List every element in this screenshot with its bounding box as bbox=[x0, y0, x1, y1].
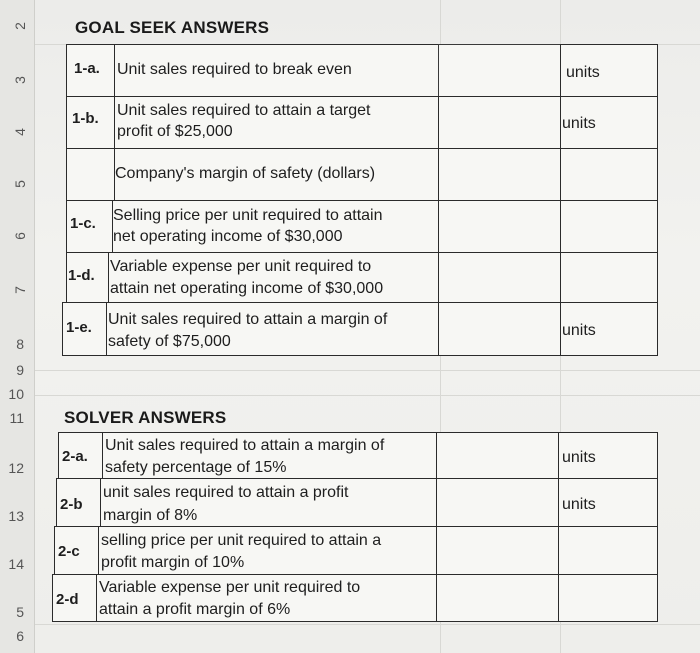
row-number[interactable]: 3 bbox=[12, 76, 29, 84]
row-description-line-2: profit margin of 10% bbox=[101, 554, 245, 571]
row-number[interactable]: 8 bbox=[16, 336, 24, 352]
row-number[interactable]: 14 bbox=[8, 556, 24, 572]
row-code: 1-d. bbox=[68, 267, 95, 284]
goal-seek-answer-cell[interactable] bbox=[438, 44, 562, 98]
row-number[interactable]: 6 bbox=[16, 628, 24, 644]
row-number[interactable]: 7 bbox=[12, 286, 29, 294]
row-number[interactable]: 5 bbox=[16, 604, 24, 620]
row-description-line-1: Variable expense per unit required to bbox=[99, 579, 361, 596]
row-description-line-1: Variable expense per unit required to bbox=[110, 258, 372, 275]
row-description-line-1: Unit sales required to attain a margin of bbox=[105, 437, 385, 454]
goal-seek-answer-cell[interactable] bbox=[438, 200, 562, 254]
row-number[interactable]: 11 bbox=[9, 410, 24, 426]
row-number[interactable]: 9 bbox=[16, 362, 24, 378]
solver-unit-cell[interactable] bbox=[558, 574, 658, 622]
row-description-line-2: margin of 8% bbox=[103, 507, 198, 524]
unit-label: units bbox=[562, 322, 596, 339]
row-number[interactable]: 13 bbox=[8, 508, 24, 524]
row-description: Company's margin of safety (dollars) bbox=[115, 165, 376, 182]
solver-title: SOLVER ANSWERS bbox=[64, 408, 227, 427]
row-description-line-2: attain a profit margin of 6% bbox=[99, 601, 291, 618]
goal-seek-unit-cell[interactable] bbox=[560, 252, 658, 304]
row-code: 1-a. bbox=[74, 60, 100, 77]
row-description-line-1: Selling price per unit required to attain bbox=[113, 207, 383, 224]
row-number[interactable]: 5 bbox=[12, 180, 29, 188]
row-code: 2-c bbox=[58, 543, 80, 560]
gridline bbox=[34, 624, 700, 625]
goal-seek-unit-cell[interactable] bbox=[560, 200, 658, 254]
row-description-line-2: safety of $75,000 bbox=[108, 333, 231, 350]
solver-answer-cell[interactable] bbox=[436, 432, 560, 480]
row-code: 1-e. bbox=[66, 319, 92, 336]
row-number[interactable]: 10 bbox=[8, 386, 24, 402]
row-description-line-2: profit of $25,000 bbox=[117, 123, 233, 140]
row-code: 1-c. bbox=[70, 215, 96, 232]
gridline bbox=[34, 370, 700, 371]
goal-seek-code-cell[interactable] bbox=[66, 148, 116, 202]
row-description-line-1: Unit sales required to attain a margin of bbox=[108, 311, 388, 328]
goal-seek-answer-cell[interactable] bbox=[438, 302, 562, 356]
goal-seek-answer-cell[interactable] bbox=[438, 252, 562, 304]
gridline bbox=[34, 395, 700, 396]
solver-unit-cell[interactable] bbox=[558, 526, 658, 576]
row-number[interactable]: 12 bbox=[8, 460, 24, 476]
goal-seek-unit-cell[interactable] bbox=[560, 148, 658, 202]
unit-label: units bbox=[562, 115, 596, 132]
row-description-line-1: unit sales required to attain a profit bbox=[103, 484, 349, 501]
row-description-line-1: Unit sales required to attain a target bbox=[117, 102, 371, 119]
row-description-line-2: attain net operating income of $30,000 bbox=[110, 280, 384, 297]
row-code: 2-b bbox=[60, 496, 83, 513]
row-number[interactable]: 4 bbox=[12, 128, 29, 136]
row-description-line-2: safety percentage of 15% bbox=[105, 459, 287, 476]
row-code: 2-a. bbox=[62, 448, 88, 465]
goal-seek-title: GOAL SEEK ANSWERS bbox=[75, 18, 270, 37]
row-number[interactable]: 2 bbox=[12, 22, 29, 30]
solver-answer-cell[interactable] bbox=[436, 526, 560, 576]
solver-answer-cell[interactable] bbox=[436, 574, 560, 622]
goal-seek-answer-cell[interactable] bbox=[438, 96, 562, 150]
goal-seek-answer-cell[interactable] bbox=[438, 148, 562, 202]
unit-label: units bbox=[566, 64, 600, 81]
solver-answer-cell[interactable] bbox=[436, 478, 560, 528]
unit-label: units bbox=[562, 449, 596, 466]
row-code: 1-b. bbox=[72, 110, 99, 127]
row-description-line-1: selling price per unit required to attain a bbox=[101, 532, 382, 549]
row-code: 2-d bbox=[56, 591, 79, 608]
unit-label: units bbox=[562, 496, 596, 513]
row-number-gutter bbox=[0, 0, 35, 653]
row-description: Unit sales required to break even bbox=[117, 61, 352, 78]
row-description-line-2: net operating income of $30,000 bbox=[113, 228, 343, 245]
row-number[interactable]: 6 bbox=[12, 232, 29, 240]
